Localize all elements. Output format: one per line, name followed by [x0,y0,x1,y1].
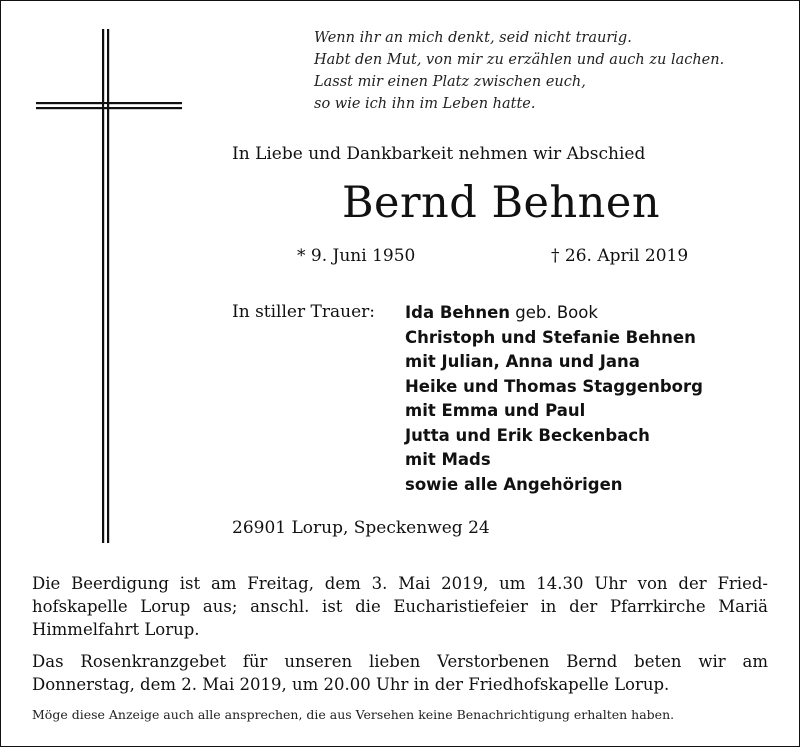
death-date: † 26. April 2019 [551,246,689,266]
rosary-line: Donnerstag, dem 2. Mai 2019, um 20.00 Uhr in der Friedhofskapelle Lorup. [32,675,670,694]
deceased-name: Bernd Behnen [341,178,661,228]
poem-line: so wie ich ihn im Leben hatte. [314,96,536,112]
footnote: Möge diese Anzeige auch alle ansprechen, die aus Versehen keine Benachrichtigung erhalten haben. [32,707,675,722]
mourners-list [405,301,703,497]
address: 26901 Lorup, Speckenweg 24 [232,518,490,538]
mourner-suffix: geb. Book [510,303,598,322]
mourner-row: Jutta und Erik Beckenbach [405,425,650,445]
mourner-row: mit Mads [405,450,491,469]
funeral-line: hofskapelle Lorup aus; anschl. ist die Eucharistiefeier in der Pfarrkirche Mariä [32,597,768,616]
cross-icon [36,29,182,543]
poem-line: Lasst mir einen Platz zwischen euch, [314,74,586,90]
mourner-row: sowie alle Angehörigen [405,474,623,494]
mourning-label: In stiller Trauer: [232,302,375,322]
mourner-row: mit Julian, Anna und Jana [405,352,640,371]
funeral-line: Himmelfahrt Lorup. [32,620,200,639]
poem-line: Habt den Mut, von mir zu erzählen und auch zu lachen. [314,52,725,68]
farewell-intro: In Liebe und Dankbarkeit nehmen wir Abschied [232,144,646,164]
mourner-row: Heike und Thomas Staggenborg [405,376,703,396]
funeral-details [32,572,768,641]
rosary-line: Das Rosenkranzgebet für unseren lieben Verstorbenen Bernd beten wir am [32,652,768,671]
birth-date: * 9. Juni 1950 [297,246,416,266]
rosary-details [32,650,768,696]
mourner-row [405,301,703,326]
poem [314,27,724,115]
poem-line: Wenn ihr an mich denkt, seid nicht traurig. [314,30,632,46]
mourner-row: Christoph und Stefanie Behnen [405,327,696,347]
mourner-name: Ida Behnen [405,303,511,322]
mourner-row: mit Emma und Paul [405,401,586,420]
funeral-line: Die Beerdigung ist am Freitag, dem 3. Mai 2019, um 14.30 Uhr von der Fried- [32,574,768,593]
